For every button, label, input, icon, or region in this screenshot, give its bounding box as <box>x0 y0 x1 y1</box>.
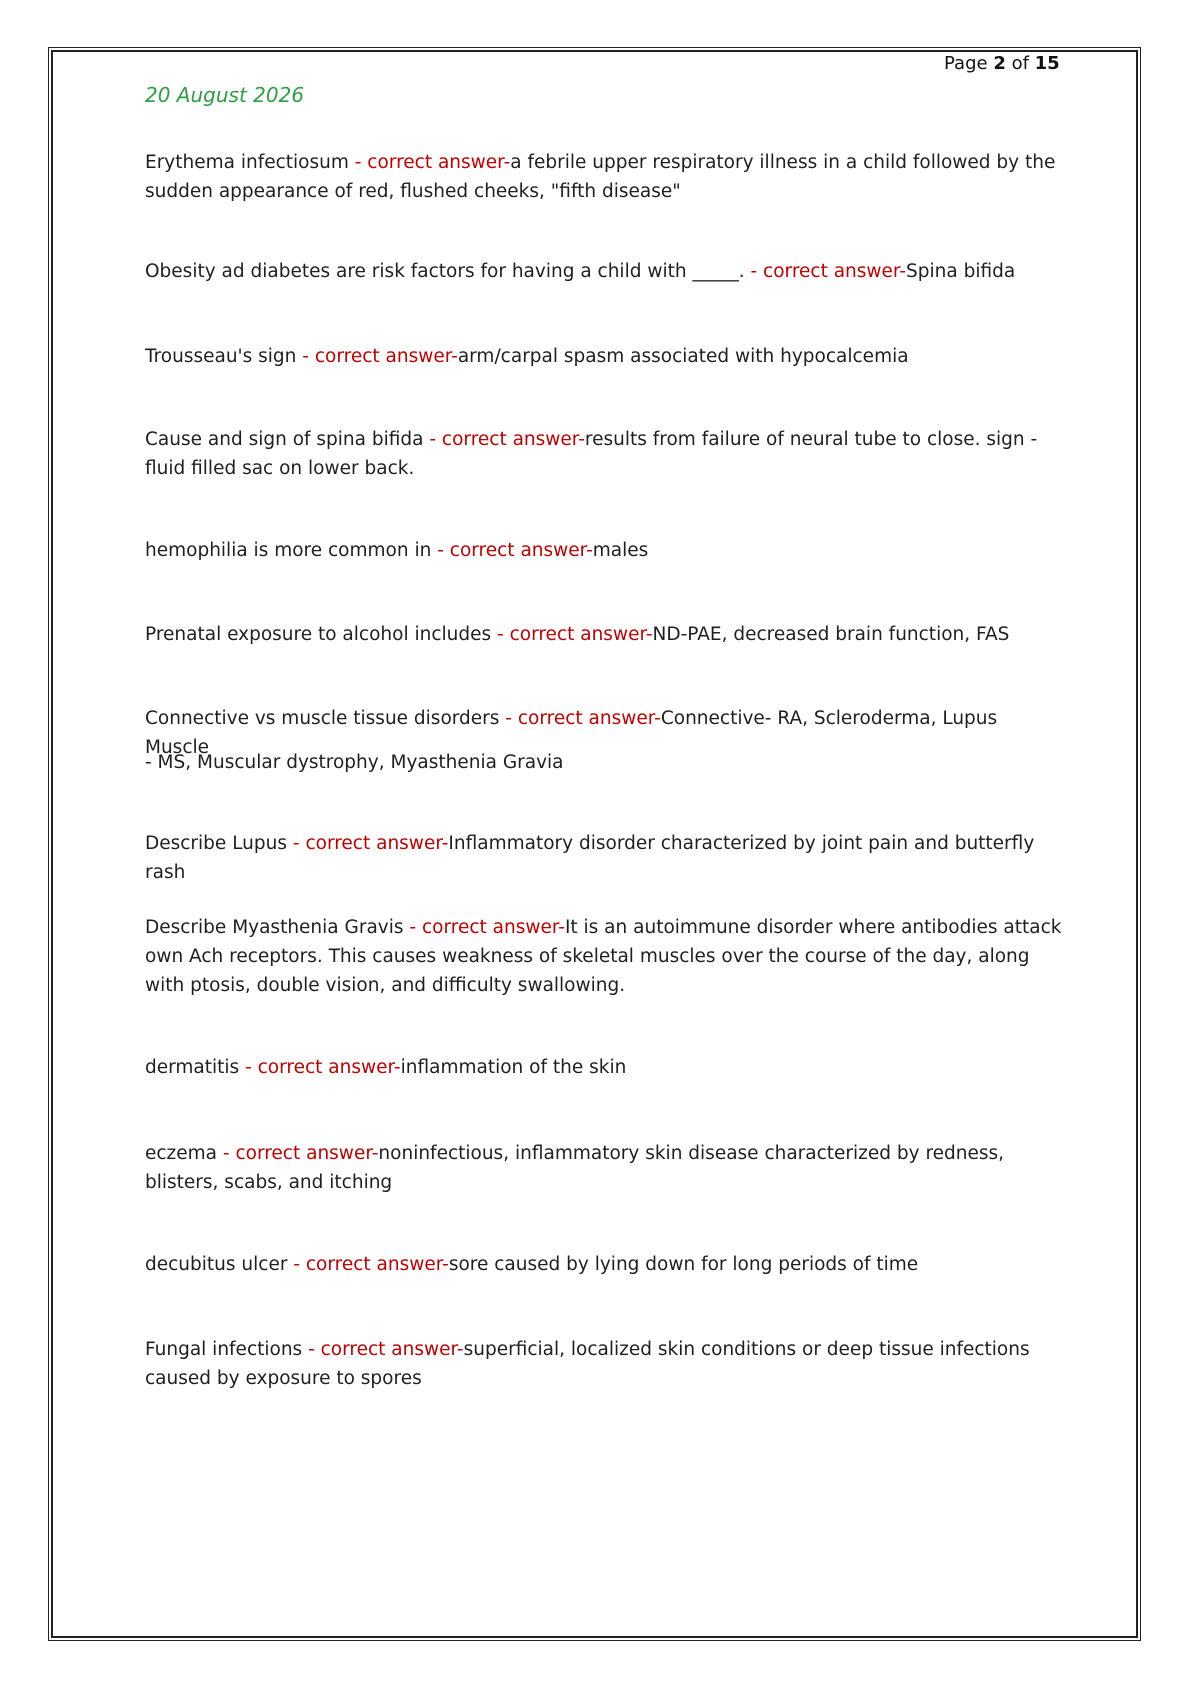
qa-entry <box>145 1250 1065 1279</box>
question: eczema <box>145 1143 218 1164</box>
answer-separator: - correct answer- <box>348 152 511 173</box>
answer: noninfectious, inflammatory skin disease characterized by redness, blisters, scabs, and itching <box>145 1143 1005 1193</box>
qa-entry <box>145 829 1065 887</box>
qa-entry <box>145 148 1065 206</box>
answer: Inflammatory disorder characterized by joint pain and butterfly rash <box>145 833 1035 883</box>
answer-separator: - correct answer- <box>217 1143 379 1164</box>
question: Fungal infections <box>145 1339 303 1360</box>
answer-separator: - correct answer- <box>403 917 565 938</box>
question: dermatitis <box>145 1057 240 1078</box>
question: decubitus ulcer <box>145 1254 288 1275</box>
answer: results from failure of neural tube to close. sign - fluid filled sac on lower back. <box>145 429 1038 479</box>
question: hemophilia is more common in <box>145 540 432 561</box>
answer-separator: - correct answer- <box>431 540 593 561</box>
qa-entry <box>145 1335 1065 1393</box>
answer-separator: - correct answer- <box>296 346 458 367</box>
qa-entry <box>145 536 1065 565</box>
qa-entry <box>145 620 1065 649</box>
answer-separator: - correct answer- <box>744 261 907 282</box>
question: Describe Lupus <box>145 833 288 854</box>
document-date: 20 August 2026 <box>145 83 305 107</box>
answer-separator: - correct answer- <box>491 624 653 645</box>
answer: Connective- RA, Scleroderma, Lupus Muscle <box>145 708 998 758</box>
page-current: 2 <box>993 53 1006 74</box>
answer: Spina bifida <box>906 261 1016 282</box>
question: Prenatal exposure to alcohol includes <box>145 624 492 645</box>
answer: inflammation of the skin <box>400 1057 627 1078</box>
answer-separator: - correct answer- <box>287 833 449 854</box>
answer: arm/carpal spasm associated with hypocalcemia <box>457 346 909 367</box>
answer: ND-PAE, decreased brain function, FAS <box>652 624 1010 645</box>
answer: males <box>592 540 649 561</box>
question: Connective vs muscle tissue disorders <box>145 708 500 729</box>
page-number: Page 2 of 15 <box>944 53 1060 74</box>
answer: superficial, localized skin conditions or deep tissue infections caused by exposure to spores <box>145 1339 1030 1389</box>
qa-entry <box>145 1053 1065 1082</box>
qa-entry <box>145 913 1065 1000</box>
answer-separator: - correct answer- <box>499 708 661 729</box>
answer: It is an autoimmune disorder where antibodies attack own Ach receptors. This causes weakness of skeletal muscles over the course of the day, along with ptosis, double vision, and difficulty swallowing. <box>145 917 1062 996</box>
page-total: 15 <box>1034 53 1060 74</box>
qa-entry <box>145 257 1065 286</box>
question: Obesity ad diabetes are risk factors for having a child with _____. <box>145 261 745 282</box>
answer: - MS, Muscular dystrophy, Myasthenia Gravia <box>145 752 564 773</box>
question: Erythema infectiosum <box>145 152 349 173</box>
answer-separator: - correct answer- <box>423 429 585 450</box>
qa-entry-continuation <box>145 748 1065 777</box>
answer-separator: - correct answer- <box>302 1339 464 1360</box>
question: Describe Myasthenia Gravis <box>145 917 404 938</box>
qa-entry <box>145 425 1065 483</box>
question: Cause and sign of spina bifida <box>145 429 424 450</box>
qa-entry <box>145 342 1065 371</box>
answer: sore caused by lying down for long periods of time <box>448 1254 919 1275</box>
answer: a febrile upper respiratory illness in a child followed by the sudden appearance of red, flushed cheeks, "fifth disease" <box>145 152 1056 202</box>
qa-entry <box>145 1139 1065 1197</box>
answer-separator: - correct answer- <box>239 1057 401 1078</box>
answer-separator: - correct answer- <box>287 1254 449 1275</box>
question: Trousseau's sign <box>145 346 297 367</box>
